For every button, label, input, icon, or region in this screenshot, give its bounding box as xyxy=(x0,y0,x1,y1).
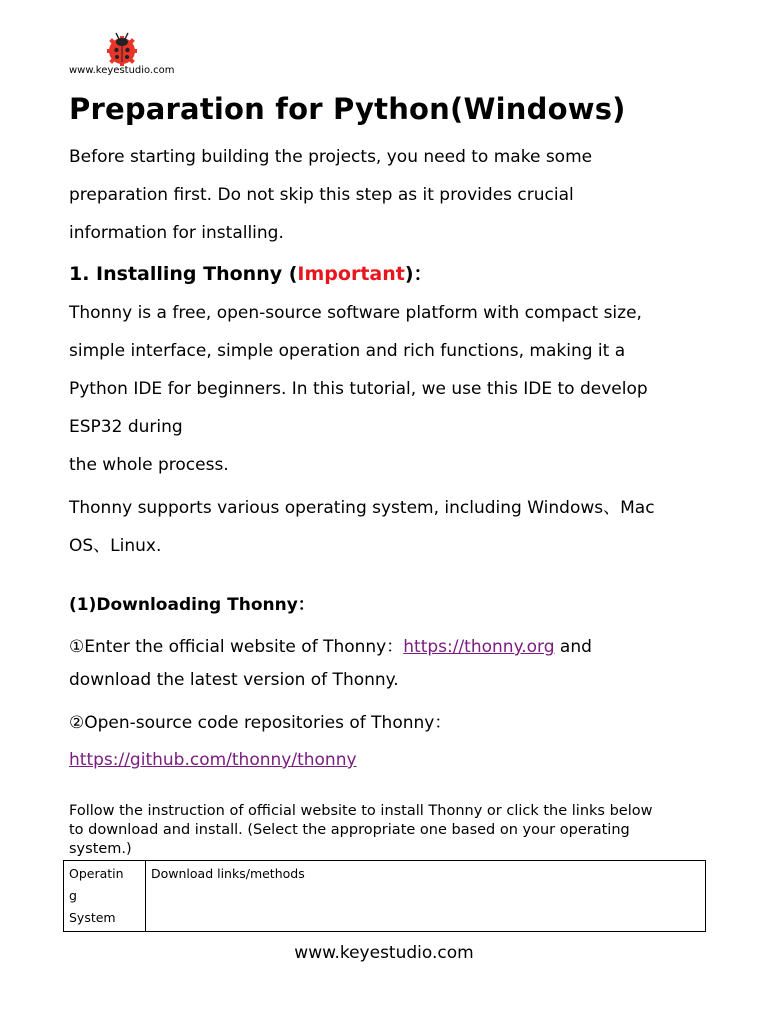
logo-url-text: www.keyestudio.com xyxy=(69,65,175,76)
table-header-os-line: Operatin xyxy=(69,866,124,881)
section-1-heading: 1. Installing Thonny (Important)： xyxy=(69,263,433,285)
step-1-line: ①Enter the official website of Thonny：https://thonny.org and xyxy=(69,637,592,657)
downloading-thonny-heading: (1)Downloading Thonny： xyxy=(69,595,315,615)
instruction-line-1: Follow the instruction of official website to install Thonny or click the links below xyxy=(69,803,653,819)
step-2-link-line xyxy=(69,750,357,770)
table-header-os-line: System xyxy=(69,910,116,925)
instruction-line-3: system.) xyxy=(69,841,132,857)
table-header-os-line: g xyxy=(69,888,77,903)
paragraph-line-6: Thonny supports various operating system, including Windows、Mac xyxy=(69,498,655,518)
step-2-line: ②Open-source code repositories of Thonny： xyxy=(69,713,452,733)
important-label: Important xyxy=(297,263,405,285)
paragraph-line-4: ESP32 during xyxy=(69,417,183,437)
intro-line-1: Before starting building the projects, you need to make some xyxy=(69,147,593,167)
table-header-os xyxy=(64,861,146,932)
intro-line-2: preparation first. Do not skip this step as it provides crucial xyxy=(69,185,574,205)
paragraph-line-5: the whole process. xyxy=(69,455,229,475)
intro-line-3: information for installing. xyxy=(69,223,284,243)
keyestudio-ladybug-logo-icon xyxy=(104,30,140,66)
github-thonny-link[interactable]: https://github.com/thonny/thonny xyxy=(69,750,357,770)
paragraph-line-3: Python IDE for beginners. In this tutorial, we use this IDE to develop xyxy=(69,379,648,399)
table-header-download: Download links/methods xyxy=(146,861,706,932)
paragraph-line-2: simple interface, simple operation and rich functions, making it a xyxy=(69,341,626,361)
download-links-table xyxy=(63,860,706,932)
paragraph-line-1: Thonny is a free, open-source software platform with compact size, xyxy=(69,303,642,323)
step-1-line-2: download the latest version of Thonny. xyxy=(69,670,399,690)
footer-url: www.keyestudio.com xyxy=(294,943,474,963)
paragraph-line-7: OS、Linux. xyxy=(69,536,162,556)
page-title: Preparation for Python(Windows) xyxy=(69,92,626,126)
instruction-line-2: to download and install. (Select the appropriate one based on your operating xyxy=(69,822,630,838)
table-row xyxy=(64,861,706,932)
thonny-org-link[interactable]: https://thonny.org xyxy=(403,637,555,657)
